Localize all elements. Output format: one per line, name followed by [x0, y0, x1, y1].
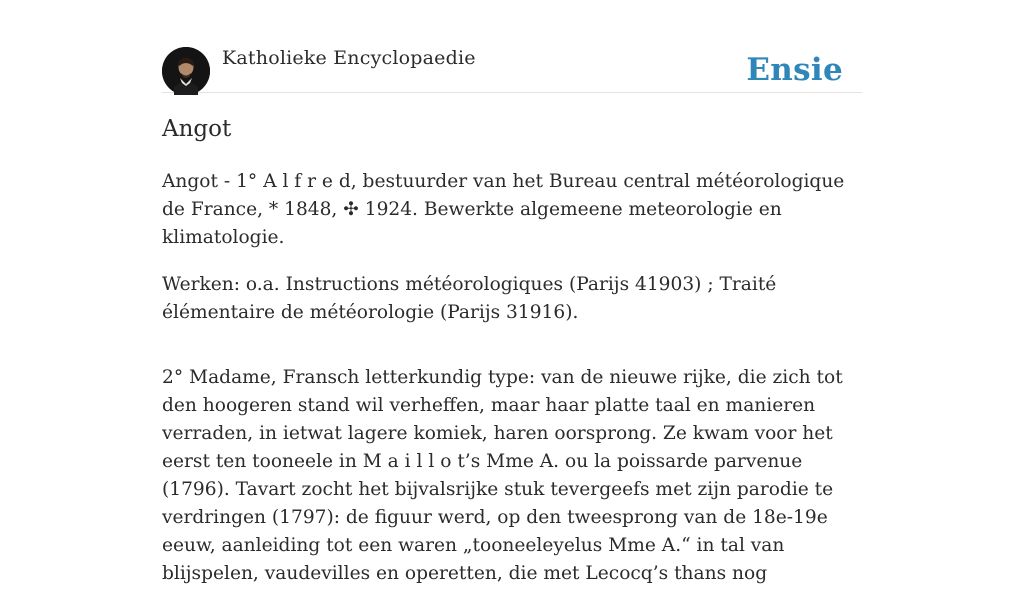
article-body [162, 168, 866, 607]
site-name-link[interactable]: Katholieke Encyclopaedie [222, 47, 476, 69]
article-paragraph: Angot - 1° A l f r e d, bestuurder van het Bureau central météorologique de France, * 1848, ✣ 1924. Bewerkte algemeene meteorologie en klimatologie. [162, 171, 845, 248]
brand-logo-link[interactable]: Ensie [746, 52, 843, 88]
portrait-avatar-icon[interactable] [162, 47, 210, 95]
page-title: Angot [162, 116, 232, 142]
article-paragraph: Werken: o.a. Instructions météorologiques (Parijs 41903) ; Traité élémentaire de météorologie (Parijs 31916). [162, 274, 777, 323]
article-paragraph: 2° Madame, Fransch letterkundig type: van de nieuwe rijke, die zich tot den hoogeren stand wil verheffen, maar haar platte taal en manieren verraden, in ietwat lagere komiek, haren oorsprong. Ze kwam voor het eerst ten tooneele in M a i l l o t’s Mme A. ou la poissarde parvenue (1796). Tavart zocht het bijvalsrijke stuk tevergeefs met zijn parodie te verdringen (1797): de figuur werd, op den tweesprong van de 18e-19e eeuw, aanleiding tot een waren „tooneeleyelus Mme A.“ in tal van blijspelen, vaudevilles en operetten, die met Lecocq’s thans nog [162, 367, 843, 584]
site-header [162, 44, 862, 93]
